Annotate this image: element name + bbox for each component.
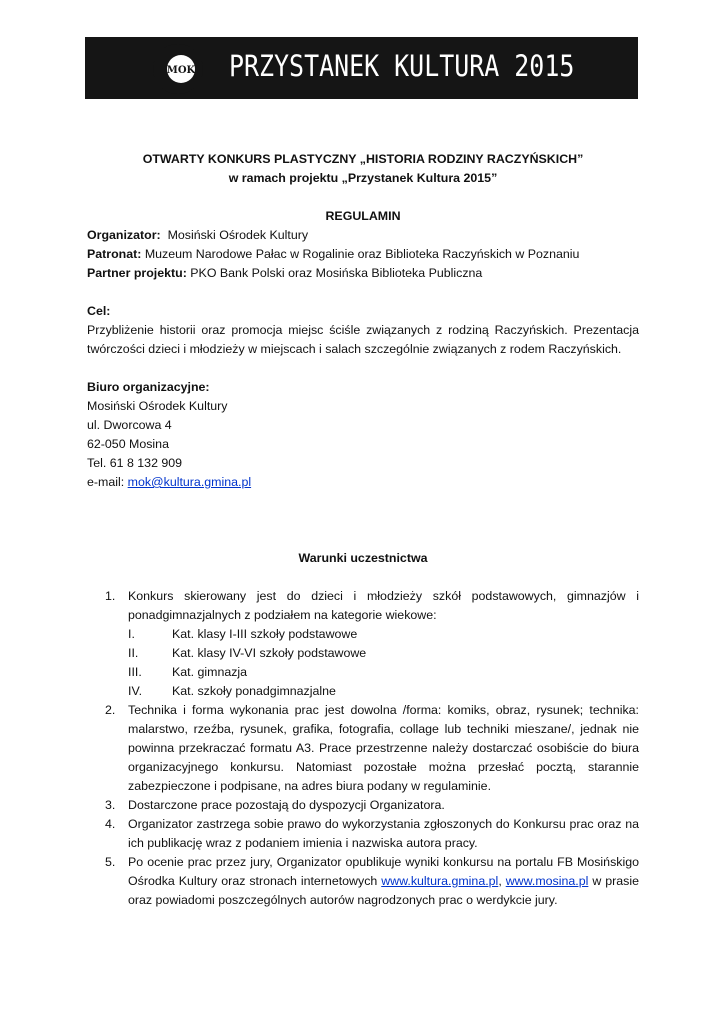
category-item: II. Kat. klasy IV-VI szkoły podstawowe [128, 646, 367, 660]
partner-label: Partner projektu: [87, 266, 187, 280]
organizator-line [87, 226, 639, 245]
mosina-link[interactable]: www.mosina.pl [505, 874, 589, 888]
header-banner [85, 37, 638, 99]
list-item: 3. Dostarczone prace pozostają do dyspozycji Organizatora. [105, 798, 445, 812]
list-item: 4. Organizator zastrzega sobie prawo do wykorzystania zgłoszonych do Konkursu prac oraz na ich publikację wraz z podaniem imienia i nazwiska autora pracy. [105, 817, 639, 850]
email-link[interactable]: mok@kultura.gmina.pl [127, 475, 252, 489]
biuro-name: Mosiński Ośrodek Kultury [87, 399, 228, 413]
biuro-email-line [87, 473, 639, 492]
conditions-list [87, 587, 639, 910]
list-item: 5. Po ocenie prac przez jury, Organizator opublikuje wyniki konkursu na portalu FB Mosińskigo Ośrodka Kultury oraz stronach internetowych www.kultura.gmina.pl, www.mosina.pl w prasie oraz powiadomi poszczególnych autorów nagrodzonych prac o werdykcie jury. [105, 855, 639, 907]
category-item: IV. Kat. szkoły ponadgimnazjalne [128, 684, 336, 698]
biuro-phone: Tel. 61 8 132 909 [87, 456, 183, 470]
cel-text: Przybliżenie historii oraz promocja miejsc ściśle związanych z rodziną Raczyńskich. Prezentacja twórczości dzieci i młodzieży w miejscach i salach szczególnie związanych z rodem Raczyńskich. [87, 323, 639, 356]
document-body [87, 150, 639, 910]
regulamin-heading: REGULAMIN [325, 209, 401, 223]
warunki-heading: Warunki uczestnictwa [298, 551, 428, 565]
mok-logo [152, 43, 204, 95]
list-item: 2. Technika i forma wykonania prac jest dowolna /forma: komiks, obraz, rysunek; technika: malarstwo, rzeźba, rysunek, grafika, fotografia, collage lub techniki mieszane/, jednak nie powinna przekraczać formatu A3. Prace przestrzenne należy dostarczać osobiście do biura organizacyjnego konkursu. Natomiast pozostałe można przesłać pocztą, starannie zabezpieczone i podpisane, na adres biura podany w regulaminie. [105, 703, 639, 793]
biuro-heading: Biuro organizacyjne: [87, 380, 210, 394]
patronat-line [87, 245, 639, 264]
list-item: 1. Konkurs skierowany jest do dzieci i młodzieży szkół podstawowych, gimnazjów i ponadgimnazjalnych z podziałem na kategorie wiekowe: I. Kat. klasy I-III szkoły podstawowe II. Kat. klasy IV-VI szkoły podstawowe III. Kat. gimnazja IV. Kat. szkoły ponadgimnazjalne [87, 587, 639, 701]
biuro-city: 62-050 Mosina [87, 437, 169, 451]
partner-line [87, 264, 639, 283]
organizator-label: Organizator: [87, 228, 161, 242]
svg-text:MOK: MOK [166, 65, 196, 76]
cel-heading: Cel: [87, 304, 111, 318]
biuro-street: ul. Dworcowa 4 [87, 418, 172, 432]
email-label: e-mail: [87, 475, 125, 489]
contest-subtitle: w ramach projektu „Przystanek Kultura 2015” [228, 171, 498, 185]
organizator-value: Mosiński Ośrodek Kultury [167, 228, 309, 242]
partner-value: PKO Bank Polski oraz Mosińska Biblioteka Publiczna [190, 266, 483, 280]
kultura-link[interactable]: www.kultura.gmina.pl [381, 874, 499, 888]
category-item: III. Kat. gimnazja [128, 665, 248, 679]
contest-title: OTWARTY KONKURS PLASTYCZNY „HISTORIA RODZINY RACZYŃSKICH” [142, 152, 584, 166]
patronat-label: Patronat: [87, 247, 142, 261]
patronat-value: Muzeum Narodowe Pałac w Rogalinie oraz Biblioteka Raczyńskich w Poznaniu [144, 247, 580, 261]
banner-title: PRZYSTANEK KULTURA 2015 [229, 49, 575, 83]
category-item: I. Kat. klasy I-III szkoły podstawowe [128, 627, 358, 641]
